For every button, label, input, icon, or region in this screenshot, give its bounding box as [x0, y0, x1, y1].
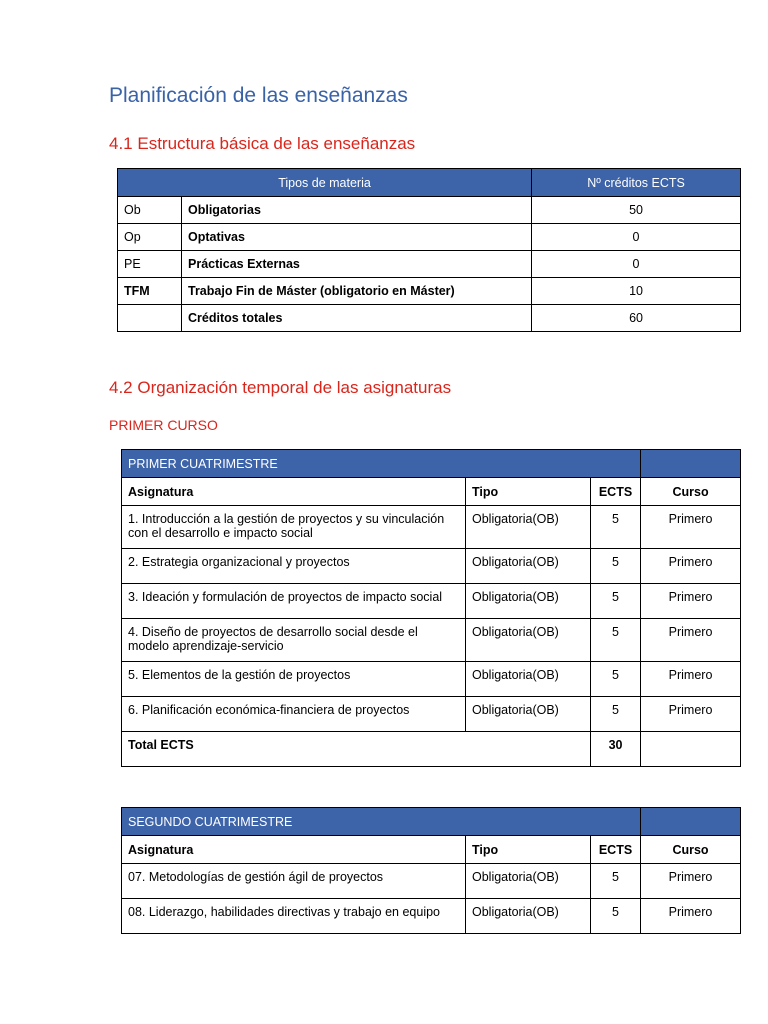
row-name: Prácticas Externas — [182, 251, 532, 278]
subject-ects: 5 — [591, 619, 641, 662]
semester-title-blank — [641, 450, 741, 478]
header-tipos-materia: Tipos de materia — [118, 169, 532, 197]
subject-course: Primero — [641, 864, 741, 899]
table-row — [118, 197, 741, 224]
subject-course: Primero — [641, 619, 741, 662]
table-row — [118, 224, 741, 251]
table-row — [118, 305, 741, 332]
subject-course: Primero — [641, 662, 741, 697]
total-label: Total ECTS — [122, 732, 591, 767]
subject-name: 3. Ideación y formulación de proyectos de impacto social — [122, 584, 466, 619]
row-credits: 0 — [532, 251, 741, 278]
subject-ects: 5 — [591, 662, 641, 697]
subject-ects: 5 — [591, 899, 641, 934]
subject-ects: 5 — [591, 697, 641, 732]
row-code — [118, 305, 182, 332]
subject-ects: 5 — [591, 864, 641, 899]
row-credits: 60 — [532, 305, 741, 332]
col-header-tipo: Tipo — [466, 836, 591, 864]
semester-2-table — [121, 807, 741, 934]
credits-structure-table — [117, 168, 741, 332]
subject-name: 07. Metodologías de gestión ágil de proyectos — [122, 864, 466, 899]
col-header-asignatura: Asignatura — [122, 836, 466, 864]
subject-name: 4. Diseño de proyectos de desarrollo social desde el modelo aprendizaje-servicio — [122, 619, 466, 662]
table-row — [122, 864, 741, 899]
page-title: Planificación de las enseñanzas — [109, 84, 408, 107]
subject-type: Obligatoria(OB) — [466, 899, 591, 934]
col-header-ects: ECTS — [591, 478, 641, 506]
subject-ects: 5 — [591, 584, 641, 619]
table-row — [122, 506, 741, 549]
subject-course: Primero — [641, 697, 741, 732]
subject-course: Primero — [641, 584, 741, 619]
row-name: Trabajo Fin de Máster (obligatorio en Máster) — [182, 278, 532, 305]
subject-course: Primero — [641, 549, 741, 584]
col-header-curso: Curso — [641, 836, 741, 864]
table-row — [118, 251, 741, 278]
table-row — [122, 662, 741, 697]
section-heading-organization: 4.2 Organización temporal de las asignaturas — [109, 378, 452, 397]
table-row — [122, 899, 741, 934]
subject-name: 5. Elementos de la gestión de proyectos — [122, 662, 466, 697]
col-header-asignatura: Asignatura — [122, 478, 466, 506]
subject-type: Obligatoria(OB) — [466, 697, 591, 732]
row-code: Op — [118, 224, 182, 251]
row-code: PE — [118, 251, 182, 278]
row-code: Ob — [118, 197, 182, 224]
col-header-ects: ECTS — [591, 836, 641, 864]
semester-title-blank — [641, 808, 741, 836]
table-row — [122, 619, 741, 662]
total-row — [122, 732, 741, 767]
semester-title: SEGUNDO CUATRIMESTRE — [122, 808, 641, 836]
row-code: TFM — [118, 278, 182, 305]
header-creditos: Nº créditos ECTS — [532, 169, 741, 197]
subject-name: 6. Planificación económica-financiera de proyectos — [122, 697, 466, 732]
row-credits: 0 — [532, 224, 741, 251]
subject-name: 08. Liderazgo, habilidades directivas y trabajo en equipo — [122, 899, 466, 934]
total-blank — [641, 732, 741, 767]
row-name: Obligatorias — [182, 197, 532, 224]
semester-title: PRIMER CUATRIMESTRE — [122, 450, 641, 478]
table-row — [122, 549, 741, 584]
row-credits: 50 — [532, 197, 741, 224]
total-value: 30 — [591, 732, 641, 767]
table-row — [118, 278, 741, 305]
subject-type: Obligatoria(OB) — [466, 506, 591, 549]
section-heading-structure: 4.1 Estructura básica de las enseñanzas — [109, 134, 416, 153]
subject-type: Obligatoria(OB) — [466, 864, 591, 899]
row-name: Optativas — [182, 224, 532, 251]
col-header-tipo: Tipo — [466, 478, 591, 506]
semester-1-table — [121, 449, 741, 767]
subject-name: 1. Introducción a la gestión de proyectos y su vinculación con el desarrollo e impacto social — [122, 506, 466, 549]
table-row — [122, 584, 741, 619]
subject-ects: 5 — [591, 506, 641, 549]
col-header-curso: Curso — [641, 478, 741, 506]
subject-name: 2. Estrategia organizacional y proyectos — [122, 549, 466, 584]
subject-course: Primero — [641, 899, 741, 934]
row-name: Créditos totales — [182, 305, 532, 332]
subject-ects: 5 — [591, 549, 641, 584]
row-credits: 10 — [532, 278, 741, 305]
subject-type: Obligatoria(OB) — [466, 619, 591, 662]
subject-type: Obligatoria(OB) — [466, 584, 591, 619]
year-heading: PRIMER CURSO — [109, 417, 218, 433]
subject-type: Obligatoria(OB) — [466, 662, 591, 697]
table-row — [122, 697, 741, 732]
subject-course: Primero — [641, 506, 741, 549]
subject-type: Obligatoria(OB) — [466, 549, 591, 584]
